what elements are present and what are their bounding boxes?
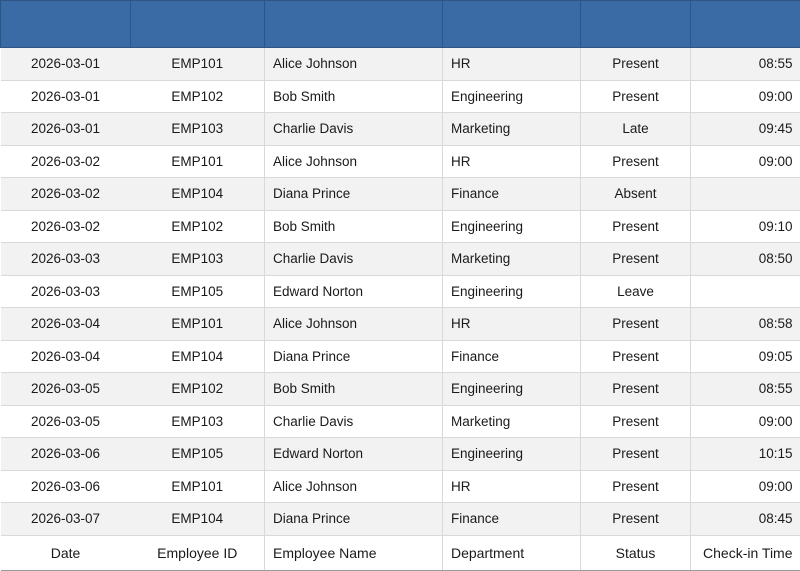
cell-date[interactable]: 2026-03-03 (1, 243, 131, 276)
column-label-employee-name: Employee Name (265, 535, 443, 570)
cell-status[interactable]: Present (581, 470, 691, 503)
table-row[interactable] (1, 503, 800, 536)
cell-department[interactable]: Marketing (443, 405, 581, 438)
cell-check-in-time[interactable]: 09:10 (691, 210, 800, 243)
header-cell-status[interactable] (581, 1, 691, 48)
cell-employee-name[interactable]: Charlie Davis (265, 405, 443, 438)
cell-check-in-time[interactable]: 09:00 (691, 405, 800, 438)
header-cell-employee-id[interactable] (131, 1, 265, 48)
cell-date[interactable]: 2026-03-04 (1, 340, 131, 373)
cell-employee-name[interactable]: Bob Smith (265, 80, 443, 113)
cell-date[interactable]: 2026-03-04 (1, 308, 131, 341)
cell-department[interactable]: Finance (443, 503, 581, 536)
cell-check-in-time[interactable]: 08:58 (691, 308, 800, 341)
cell-status[interactable]: Present (581, 80, 691, 113)
cell-employee-id[interactable]: EMP103 (131, 113, 265, 146)
cell-employee-id[interactable]: EMP105 (131, 275, 265, 308)
cell-check-in-time[interactable]: 09:00 (691, 80, 800, 113)
cell-department[interactable]: Finance (443, 340, 581, 373)
cell-employee-id[interactable]: EMP101 (131, 145, 265, 178)
cell-employee-name[interactable]: Diana Prince (265, 503, 443, 536)
column-label-row (1, 535, 800, 570)
cell-date[interactable]: 2026-03-02 (1, 145, 131, 178)
cell-employee-name[interactable]: Alice Johnson (265, 48, 443, 81)
cell-date[interactable]: 2026-03-03 (1, 275, 131, 308)
cell-employee-id[interactable]: EMP104 (131, 340, 265, 373)
cell-check-in-time[interactable]: 08:55 (691, 48, 800, 81)
table-row[interactable] (1, 243, 800, 276)
cell-department[interactable]: HR (443, 48, 581, 81)
cell-employee-name[interactable]: Bob Smith (265, 373, 443, 406)
header-cell-department[interactable] (443, 1, 581, 48)
cell-department[interactable]: Engineering (443, 275, 581, 308)
cell-check-in-time[interactable]: 08:55 (691, 373, 800, 406)
cell-department[interactable]: Marketing (443, 113, 581, 146)
cell-employee-name[interactable]: Diana Prince (265, 178, 443, 211)
table-row[interactable] (1, 373, 800, 406)
cell-employee-name[interactable]: Alice Johnson (265, 470, 443, 503)
cell-date[interactable]: 2026-03-05 (1, 373, 131, 406)
cell-employee-name[interactable]: Edward Norton (265, 275, 443, 308)
cell-date[interactable]: 2026-03-02 (1, 210, 131, 243)
cell-employee-name[interactable]: Edward Norton (265, 438, 443, 471)
header-cell-check-in-time[interactable] (691, 1, 800, 48)
cell-employee-id[interactable]: EMP103 (131, 405, 265, 438)
cell-check-in-time[interactable]: 09:05 (691, 340, 800, 373)
cell-employee-name[interactable]: Alice Johnson (265, 145, 443, 178)
table-row[interactable] (1, 470, 800, 503)
cell-date[interactable]: 2026-03-01 (1, 113, 131, 146)
header-cell-date[interactable] (1, 1, 131, 48)
table-row[interactable] (1, 275, 800, 308)
cell-check-in-time[interactable]: 08:45 (691, 503, 800, 536)
cell-status[interactable]: Present (581, 308, 691, 341)
cell-department[interactable]: HR (443, 308, 581, 341)
cell-date[interactable]: 2026-03-01 (1, 48, 131, 81)
cell-department[interactable]: Engineering (443, 80, 581, 113)
cell-status[interactable]: Present (581, 373, 691, 406)
table-row[interactable] (1, 48, 800, 81)
cell-status[interactable]: Present (581, 503, 691, 536)
cell-status[interactable]: Leave (581, 275, 691, 308)
cell-date[interactable]: 2026-03-06 (1, 438, 131, 471)
cell-date[interactable]: 2026-03-06 (1, 470, 131, 503)
cell-employee-name[interactable]: Diana Prince (265, 340, 443, 373)
table-row[interactable] (1, 308, 800, 341)
cell-employee-id[interactable]: EMP102 (131, 373, 265, 406)
cell-status[interactable]: Present (581, 438, 691, 471)
table-body (1, 1, 800, 571)
column-label-check-in-time: Check-in Time (691, 535, 800, 570)
cell-department[interactable]: Engineering (443, 210, 581, 243)
cell-status[interactable]: Present (581, 210, 691, 243)
table-row[interactable] (1, 210, 800, 243)
table-header-row (1, 1, 800, 48)
cell-check-in-time[interactable] (691, 275, 800, 308)
cell-department[interactable]: Engineering (443, 373, 581, 406)
table-row[interactable] (1, 405, 800, 438)
cell-status[interactable]: Present (581, 340, 691, 373)
cell-employee-name[interactable]: Bob Smith (265, 210, 443, 243)
cell-status[interactable]: Present (581, 243, 691, 276)
cell-employee-id[interactable]: EMP105 (131, 438, 265, 471)
cell-employee-id[interactable]: EMP101 (131, 48, 265, 81)
cell-employee-name[interactable]: Alice Johnson (265, 308, 443, 341)
cell-status[interactable]: Present (581, 145, 691, 178)
cell-department[interactable]: Finance (443, 178, 581, 211)
table-row[interactable] (1, 80, 800, 113)
cell-employee-id[interactable]: EMP103 (131, 243, 265, 276)
header-cell-employee-name[interactable] (265, 1, 443, 48)
cell-check-in-time[interactable]: 08:50 (691, 243, 800, 276)
cell-check-in-time[interactable] (691, 178, 800, 211)
cell-date[interactable]: 2026-03-02 (1, 178, 131, 211)
cell-status[interactable]: Absent (581, 178, 691, 211)
column-label-department: Department (443, 535, 581, 570)
column-label-status: Status (581, 535, 691, 570)
cell-check-in-time[interactable]: 09:45 (691, 113, 800, 146)
cell-employee-id[interactable]: EMP101 (131, 470, 265, 503)
cell-department[interactable]: Engineering (443, 438, 581, 471)
cell-status[interactable]: Present (581, 48, 691, 81)
cell-status[interactable]: Present (581, 405, 691, 438)
table-row[interactable] (1, 145, 800, 178)
cell-date[interactable]: 2026-03-01 (1, 80, 131, 113)
table-row[interactable] (1, 340, 800, 373)
cell-employee-id[interactable]: EMP102 (131, 80, 265, 113)
cell-date[interactable]: 2026-03-05 (1, 405, 131, 438)
cell-check-in-time[interactable]: 10:15 (691, 438, 800, 471)
cell-check-in-time[interactable]: 09:00 (691, 145, 800, 178)
cell-employee-name[interactable]: Charlie Davis (265, 243, 443, 276)
table-row[interactable] (1, 113, 800, 146)
table-row[interactable] (1, 438, 800, 471)
cell-employee-id[interactable]: EMP104 (131, 178, 265, 211)
cell-employee-name[interactable]: Charlie Davis (265, 113, 443, 146)
column-label-date: Date (1, 535, 131, 570)
cell-department[interactable]: Marketing (443, 243, 581, 276)
cell-check-in-time[interactable]: 09:00 (691, 470, 800, 503)
cell-employee-id[interactable]: EMP102 (131, 210, 265, 243)
cell-department[interactable]: HR (443, 145, 581, 178)
cell-employee-id[interactable]: EMP104 (131, 503, 265, 536)
cell-status[interactable]: Late (581, 113, 691, 146)
column-label-employee-id: Employee ID (131, 535, 265, 570)
cell-date[interactable]: 2026-03-07 (1, 503, 131, 536)
table-row[interactable] (1, 178, 800, 211)
cell-employee-id[interactable]: EMP101 (131, 308, 265, 341)
cell-department[interactable]: HR (443, 470, 581, 503)
